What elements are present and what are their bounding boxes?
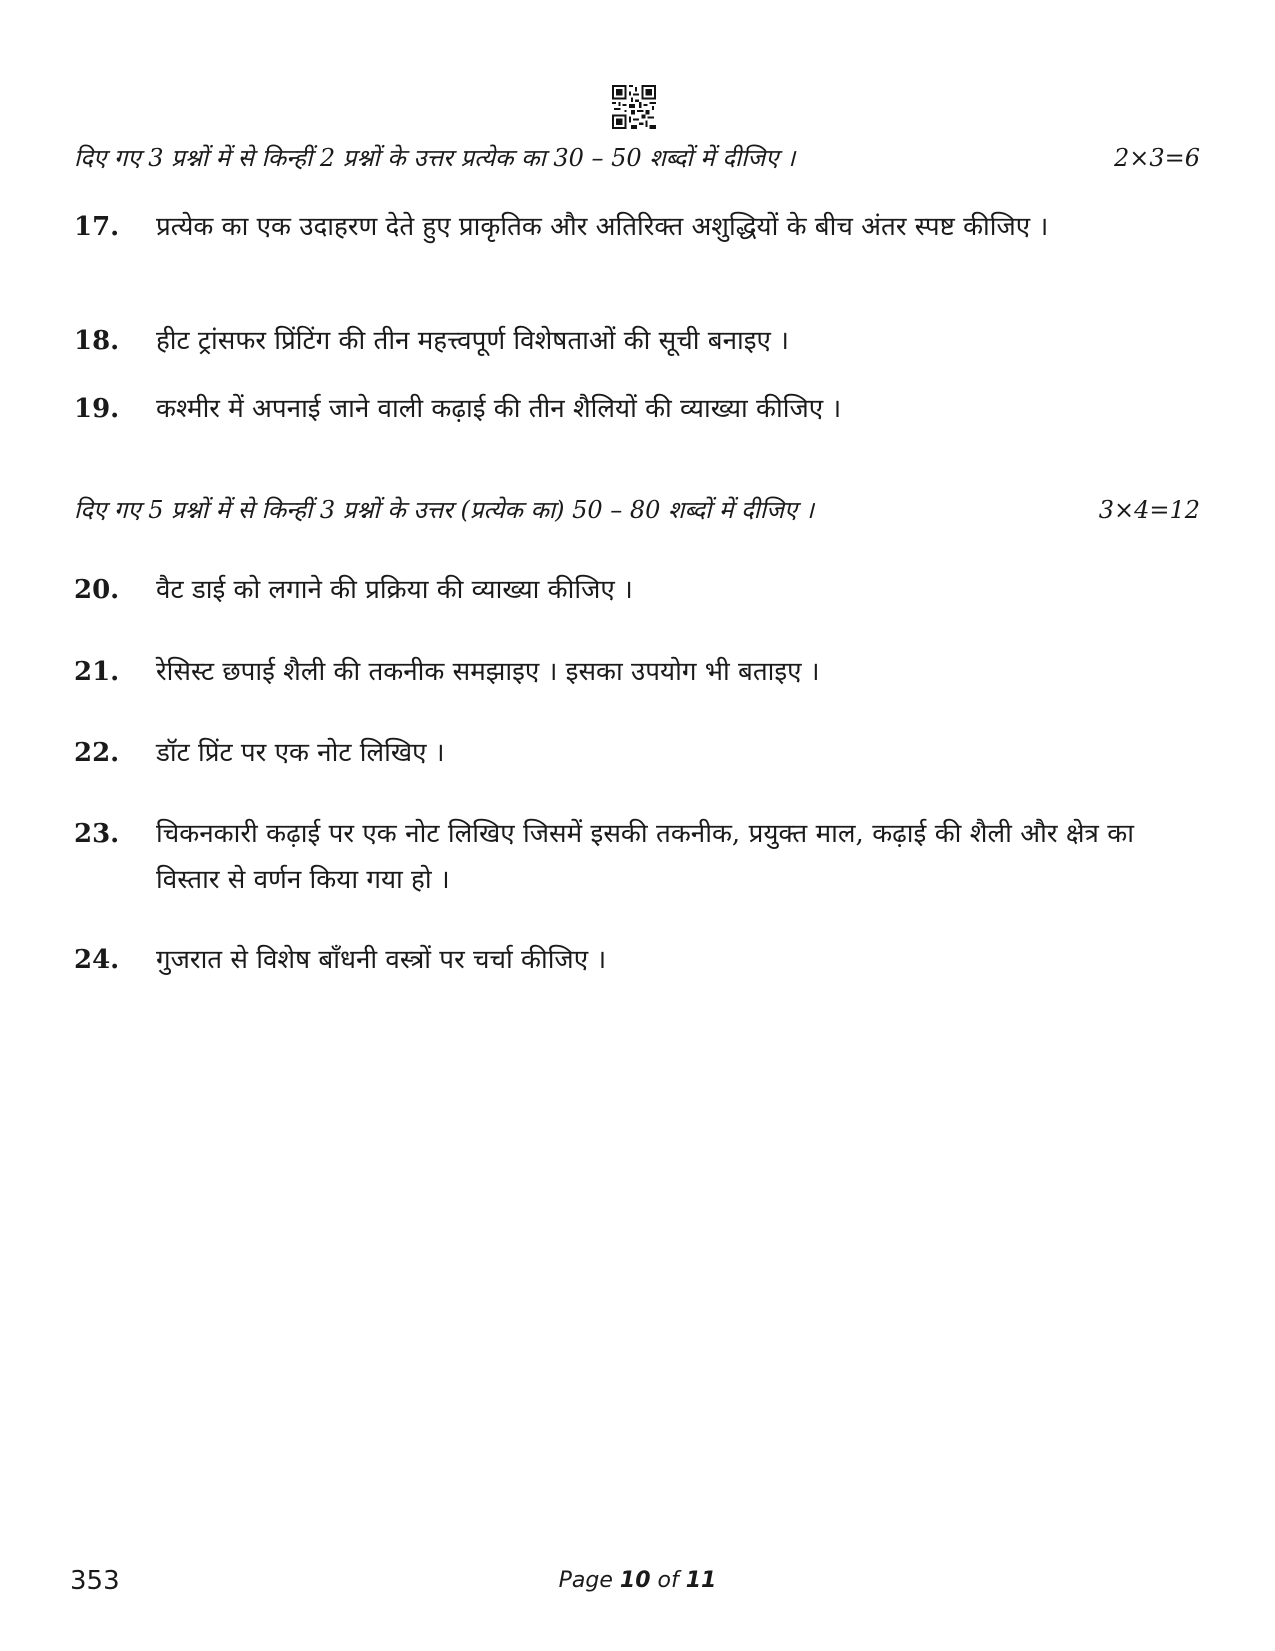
question-text: कश्मीर में अपनाई जाने वाली कढ़ाई की तीन शैलियों की व्याख्या कीजिए । bbox=[156, 394, 842, 424]
page-number bbox=[0, 1568, 1275, 1593]
question-22 bbox=[74, 730, 1134, 776]
section-a-instruction bbox=[74, 142, 1200, 174]
qr-code bbox=[612, 85, 656, 129]
section-a-marks: 2×3=6 bbox=[1113, 144, 1200, 172]
question-number: 18. bbox=[74, 326, 120, 356]
page-of: of bbox=[657, 1568, 679, 1593]
question-24 bbox=[74, 937, 1134, 983]
question-text: गुजरात से विशेष बाँधनी वस्त्रों पर चर्चा कीजिए । bbox=[156, 945, 607, 975]
question-text: प्रत्येक का एक उदाहरण देते हुए प्राकृतिक और अतिरिक्त अशुद्धियों के बीच अंतर स्पष्ट कीजिए । bbox=[156, 212, 1049, 242]
question-text: डॉट प्रिंट पर एक नोट लिखिए । bbox=[156, 738, 445, 768]
question-text: हीट ट्रांसफर प्रिंटिंग की तीन महत्त्वपूर्ण विशेषताओं की सूची बनाइए । bbox=[156, 326, 790, 356]
question-number: 22. bbox=[74, 738, 120, 768]
question-number: 20. bbox=[74, 575, 120, 605]
question-number: 19. bbox=[74, 394, 120, 424]
section-b-instruction bbox=[74, 494, 1200, 526]
question-text: रेसिस्ट छपाई शैली की तकनीक समझाइए । इसका उपयोग भी बताइए । bbox=[156, 657, 820, 687]
question-number: 24. bbox=[74, 945, 120, 975]
question-20 bbox=[74, 567, 1134, 613]
question-number: 21. bbox=[74, 657, 120, 687]
question-23 bbox=[74, 811, 1134, 903]
page-current: 10 bbox=[619, 1568, 651, 1593]
section-b-instruction-text: दिए गए 5 प्रश्नों में से किन्हीं 3 प्रश्नों के उत्तर (प्रत्येक का) 50 – 80 शब्दों में दीजिए । bbox=[74, 496, 814, 524]
section-a-instruction-text: दिए गए 3 प्रश्नों में से किन्हीं 2 प्रश्नों के उत्तर प्रत्येक का 30 – 50 शब्दों में दीजिए । bbox=[74, 144, 796, 172]
question-number: 17. bbox=[74, 212, 120, 242]
paper-code: 353 bbox=[70, 1566, 120, 1596]
section-b-marks: 3×4=12 bbox=[1098, 496, 1200, 524]
page-total: 11 bbox=[685, 1568, 717, 1593]
question-21 bbox=[74, 649, 1134, 695]
question-19 bbox=[74, 386, 1134, 432]
question-number: 23. bbox=[74, 819, 120, 849]
question-18 bbox=[74, 318, 1134, 364]
question-text: चिकनकारी कढ़ाई पर एक नोट लिखिए जिसमें इसकी तकनीक, प्रयुक्त माल, कढ़ाई की शैली और क्षेत्र का विस्तार से वर्णन किया गया हो । bbox=[156, 819, 1134, 895]
question-text: वैट डाई को लगाने की प्रक्रिया की व्याख्या कीजिए । bbox=[156, 575, 633, 605]
page-label: Page bbox=[558, 1568, 613, 1593]
question-17 bbox=[74, 204, 1134, 250]
